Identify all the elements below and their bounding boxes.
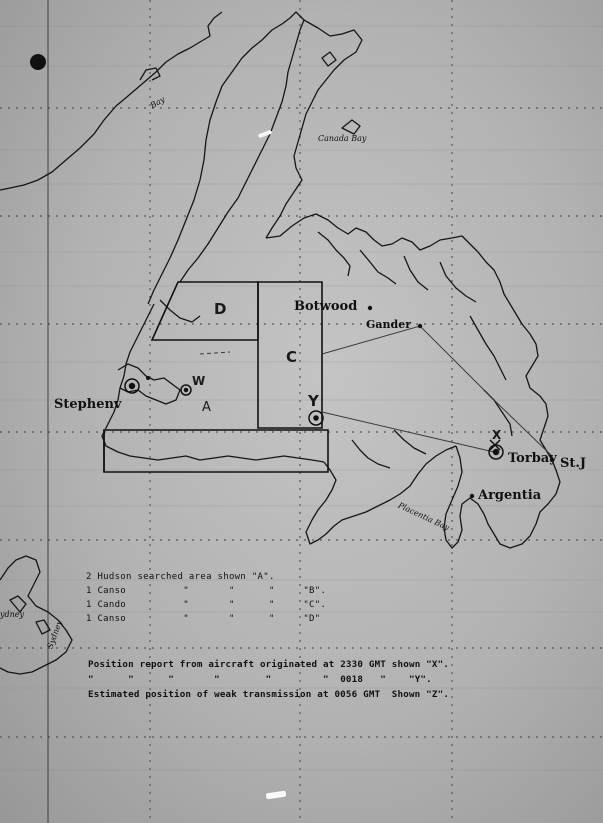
search-area-d [152, 282, 258, 340]
label-canada-bay: Canada Bay [318, 134, 367, 143]
legend-row: 1 Cando " " " "C". [86, 600, 327, 610]
ink-blot [30, 54, 46, 70]
position-notes [88, 657, 449, 702]
note-line-1: Position report from aircraft originated at 2330 GMT shown "X". [88, 659, 450, 670]
label-sydney-1: ydney [0, 610, 25, 619]
search-legend [86, 570, 326, 626]
label-st-johns: St.J [560, 456, 587, 471]
label-stephenville: Stephenv [54, 397, 122, 412]
label-gander: Gander [366, 318, 412, 331]
legend-row: 1 Canso " " " "B". [86, 586, 327, 596]
label-torbay: Torbay [508, 451, 557, 466]
legend-row: 1 Canso " " " "D" [86, 614, 321, 624]
area-label-w: W [192, 374, 206, 388]
label-sydney-2: Sydney [45, 619, 65, 650]
markers [125, 379, 503, 459]
label-water-2: Placentia Bay [396, 500, 451, 533]
label-water-1: Bay [148, 94, 167, 111]
area-label-a: A [202, 400, 211, 415]
search-area-a-bottom [104, 430, 328, 472]
search-area-dashes [104, 340, 258, 430]
area-label-y: Y [308, 392, 319, 410]
label-botwood: Botwood [294, 299, 358, 314]
note-line-3: Estimated position of weak transmission at 0056 GMT Shown "Z". [88, 689, 450, 700]
area-label-x: X [492, 428, 502, 442]
note-line-2: " " " " " " 0018 " "Y". [88, 674, 432, 685]
area-label-c: C [286, 348, 298, 366]
legend-row: 2 Hudson searched area shown "A". [86, 572, 275, 582]
label-argentia: Argentia [478, 488, 542, 503]
area-label-d: D [214, 300, 227, 318]
